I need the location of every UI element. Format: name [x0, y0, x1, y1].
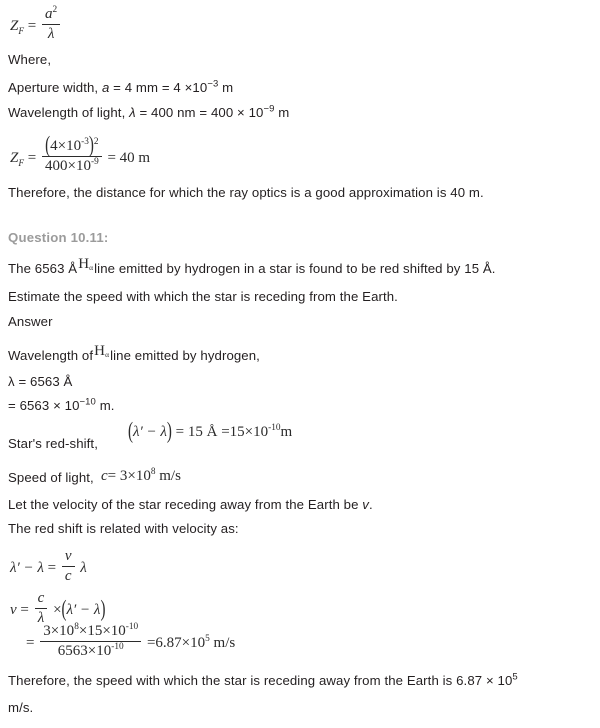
fraction-numerator-c: c: [35, 590, 48, 609]
lambda-meters-line: [8, 398, 115, 414]
question-heading: Question 10.11:: [8, 230, 109, 245]
denominator-exponent: -9: [90, 157, 99, 167]
aperture-exponent: −3: [207, 78, 219, 90]
c-unit: m/s: [159, 468, 181, 484]
h-alpha-base: H: [94, 343, 106, 359]
redshift-mid: = 15 Å =: [175, 424, 230, 440]
conclusion-text-prefix: Therefore, the speed with which the star is receding away from the Earth is 6.87 × 10: [8, 673, 513, 688]
fraction-numerator-v: v: [62, 548, 75, 567]
fraction-numerator: [42, 6, 60, 25]
answer-label: Answer: [8, 314, 53, 329]
final-result-unit: m/s: [213, 635, 236, 652]
final-num-a-exp: 8: [74, 621, 79, 632]
final-num-b-base: 15×10: [87, 622, 126, 639]
final-num-b-exp: -10: [125, 621, 139, 632]
lambda-meters-prefix: = 6563 × 10: [8, 398, 80, 413]
zf-result-numerator: $(4\times 10^{-3})^2$: [42, 138, 102, 157]
redshift-lhs: λ′ − λ: [133, 424, 167, 440]
wavelength-label: Wavelength of light,: [8, 105, 126, 120]
equals-sign: =: [27, 18, 37, 35]
equation-zf-result: $Z_F$ = $\frac{(4\times 10^{-3})^2}{400\times 10^{-9}}$ = 40 m: [10, 133, 151, 174]
conclusion-line-1: Therefore, the distance for which the ray optics is a good approximation is 40 m.: [8, 185, 484, 200]
velocity-times: ×: [53, 602, 62, 619]
fraction-denominator-c: c: [64, 568, 72, 584]
zf-result-symbol: Z: [10, 150, 19, 167]
final-numerator: [40, 623, 141, 642]
fraction-denominator: λ: [47, 26, 55, 42]
question-text-part1: The 6563 Å: [8, 261, 78, 276]
redshift-exponent: -10: [268, 423, 281, 433]
answer-wavelength-suffix: line emitted by hydrogen,: [110, 348, 260, 363]
final-den-exp: -10: [111, 642, 124, 652]
relation-sentence: The red shift is related with velocity as:: [8, 521, 239, 536]
final-result-exp: 5: [205, 634, 210, 645]
relation-trailing-lambda: λ: [80, 560, 87, 577]
zf-result-subscript: F: [18, 159, 25, 170]
zf-result-value: = 40 m: [107, 150, 151, 167]
conclusion-line-2: [8, 673, 518, 689]
final-denominator: [40, 642, 141, 660]
equation-redshift-relation: [10, 547, 87, 588]
redshift-label: Star's red-shift,: [8, 436, 98, 451]
equation-velocity: v = $\frac{c}{\lambda}$ ×(λ′ − λ): [10, 589, 106, 626]
final-num-a-base: 3×10: [43, 622, 75, 639]
numerator-exponent: -3: [81, 136, 89, 147]
answer-wavelength-line: [8, 343, 260, 366]
conclusion-line-3: m/s.: [8, 700, 34, 715]
c-value: = 3×10: [107, 468, 151, 484]
h-alpha-subscript: α: [89, 263, 94, 272]
velocity-variable: v: [362, 497, 369, 512]
aperture-variable: a: [101, 80, 110, 95]
fraction-v-over-c: [62, 548, 75, 586]
velocity-sentence-text: Let the velocity of the star receding away from the Earth be: [8, 497, 359, 512]
h-alpha-subscript: α: [105, 350, 110, 359]
c-symbol: c: [101, 468, 108, 484]
answer-wavelength-prefix: Wavelength of: [8, 348, 94, 363]
lambda-meters-exponent: −10: [79, 396, 96, 408]
velocity-period: .: [369, 497, 373, 512]
fraction-denominator-lambda: λ: [37, 610, 45, 626]
where-line: Where,: [8, 52, 52, 67]
velocity-equals: =: [20, 602, 29, 619]
h-alpha-base: H: [78, 256, 90, 272]
fraction-zf-result: [42, 133, 102, 176]
fraction-final: [40, 623, 141, 661]
equation-velocity-numeric: [26, 621, 236, 663]
aperture-unit: m: [222, 80, 234, 95]
conclusion-exponent: 5: [512, 671, 518, 683]
aperture-width-line: [8, 80, 233, 96]
fraction-c-over-lambda: [35, 590, 48, 628]
equation-zf-definition: [10, 4, 62, 46]
final-result-equals: =: [146, 635, 156, 652]
relation-equals: =: [47, 560, 57, 577]
lambda-meters-unit: m.: [99, 398, 115, 413]
equation-speed-of-light: [101, 468, 181, 485]
question-text-part2: line emitted by hydrogen in a star is found to be red shifted by 15 Å.: [94, 261, 496, 276]
lambda-angstrom-line: λ = 6563 Å: [8, 374, 73, 389]
velocity-paren-content: λ′ − λ: [66, 602, 101, 619]
final-equals: =: [26, 635, 35, 652]
redshift-unit: m: [280, 424, 293, 440]
final-result-base: 6.87×10: [155, 635, 206, 652]
aperture-value: = 4 mm = 4 ×10: [113, 80, 208, 95]
equation-redshift: (λ′ − λ) = 15 Å $=15\times 10^{-10}m$: [128, 419, 293, 445]
final-num-times: ×: [78, 622, 88, 639]
velocity-lhs: v: [10, 602, 17, 619]
h-alpha-symbol: [93, 343, 110, 359]
wavelength-variable: λ: [129, 105, 136, 120]
question-text-line-2: Estimate the speed with which the star is receding from the Earth.: [8, 289, 398, 304]
wavelength-unit: m: [278, 105, 290, 120]
fraction-a-squared-over-lambda: [42, 6, 60, 44]
velocity-sentence: [8, 497, 373, 513]
relation-lhs: λ′ − λ: [10, 560, 44, 577]
final-den-base: 6563×10: [57, 643, 112, 659]
numerator-exponent: 2: [52, 4, 58, 15]
denominator-base: 400×10: [45, 158, 91, 174]
h-alpha-symbol: [77, 256, 94, 272]
aperture-label: Aperture width,: [8, 80, 99, 95]
numerator-a: a: [45, 5, 53, 22]
zf-symbol: Z: [10, 18, 19, 35]
zf-subscript: F: [18, 27, 25, 38]
question-text-line-1: [8, 256, 496, 279]
numerator-base: 4×10: [50, 137, 82, 154]
wavelength-value: = 400 nm = 400 × 10: [139, 105, 264, 120]
redshift-value: 15×10: [229, 424, 269, 440]
speed-of-light-label: Speed of light,: [8, 470, 94, 485]
wavelength-exponent: −9: [263, 103, 275, 115]
c-exponent: 8: [150, 467, 156, 477]
wavelength-of-light-line: [8, 105, 289, 121]
numerator-power: 2: [93, 136, 99, 147]
